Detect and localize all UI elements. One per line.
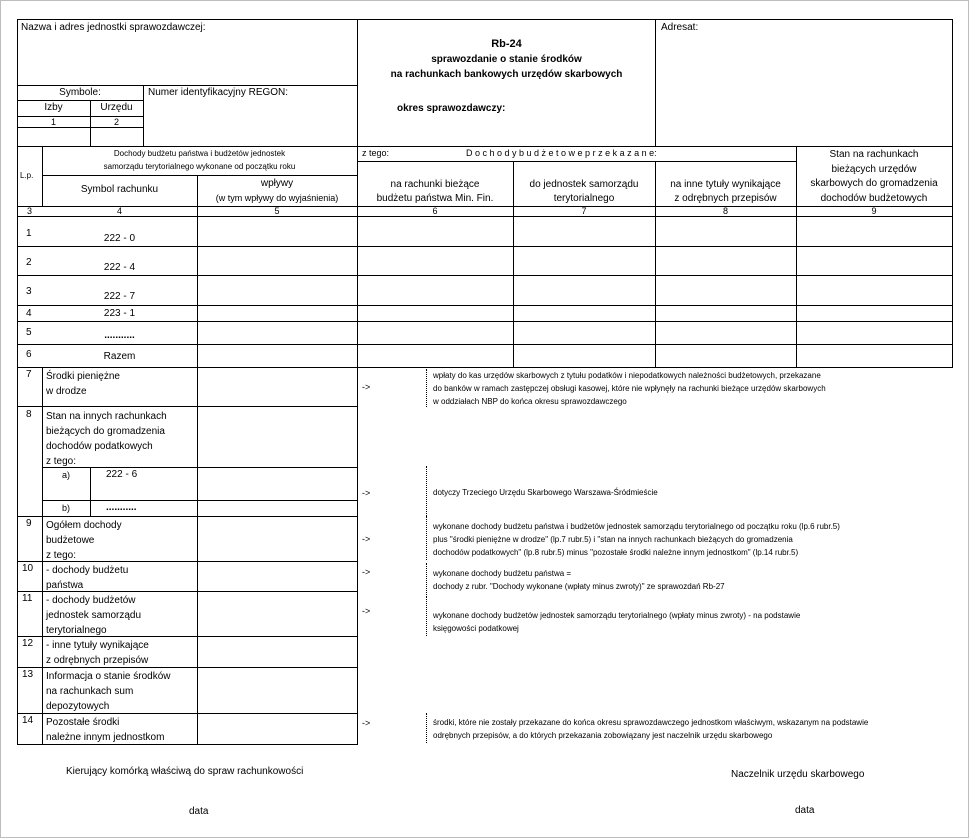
col9-header: Stan na rachunkach bieżących urzędów skarbowych do gromadzenia dochodów budżetowych (810, 149, 938, 204)
row-14-label: Pozostałe środki należne innym jednostkom (46, 717, 165, 743)
transferred-header: D o c h o d y b u d ż e t o w e p r z e k a z a n e: (466, 148, 657, 158)
row-4-symbol: 223 - 1 (103, 308, 136, 319)
row-8b-letter: b) (62, 503, 71, 513)
col-num-3: 3 (26, 206, 32, 216)
row-11-lp: 11 (22, 593, 33, 604)
row-3-lp: 3 (26, 286, 32, 297)
lp-header: L.p. (20, 171, 34, 180)
chamber-number: 1 (50, 117, 56, 127)
row-13-label: Informacja o stanie środków na rachunkach sum depozytowych (46, 671, 171, 712)
row-8a-symbol: 222 - 6 (106, 469, 138, 480)
arrow-row-10: -> (362, 567, 371, 577)
office-label: Urzędu (100, 102, 133, 113)
row-4-lp: 4 (26, 308, 32, 319)
form-code: Rb-24 (491, 38, 522, 50)
arrow-row-11: -> (362, 606, 371, 616)
row-8b-symbol: ........... (106, 502, 137, 513)
note-row-9: wykonane dochody budżetu państwa i budżetów jednostek samorządu terytorialnego od początku roku (lp.6 rubr.5) plus "środki pieniężne w drodze" (lp.7 rubr.5) i "stan na innych rachunkach bieżących do gromadzenia dochodów podatkowych" (lp.8 rubr.5) minus "pozostałe środki należne innym jednostkom" (lp.14 rubr.5) (433, 522, 840, 557)
receipts-note: (w tym wpływy do wyjaśnienia) (215, 193, 339, 203)
col8-header: na inne tytuły wynikające z odrębnych przepisów (670, 179, 781, 204)
col-num-9: 9 (871, 206, 877, 216)
row-6-symbol: Razem (103, 351, 136, 362)
row-12-lp: 12 (22, 638, 34, 649)
row-7-label: Środki pieniężne w drodze (46, 371, 120, 397)
col6-header: na rachunki bieżące budżetu państwa Min. Fin. (376, 179, 494, 204)
right-signature-label: Naczelnik urzędu skarbowego (731, 769, 865, 780)
row-7-lp: 7 (26, 369, 32, 380)
arrow-row-14: -> (362, 718, 371, 728)
row-13-lp: 13 (22, 669, 34, 680)
row-12-label: - inne tytuły wynikające z odrębnych przepisów (46, 640, 149, 666)
form-title-line2: na rachunkach bankowych urzędów skarbowych (390, 69, 623, 80)
row-8-label: Stan na innych rachunkach bieżących do gromadzenia dochodów podatkowych z tego: (46, 411, 167, 467)
col-num-7: 7 (581, 206, 587, 216)
col-num-8: 8 (722, 206, 728, 216)
form-title-line1: sprawozdanie o stanie środków (431, 54, 582, 65)
note-row-8: dotyczy Trzeciego Urzędu Skarbowego Warszawa-Śródmieście (433, 488, 658, 497)
note-row-7: wpłaty do kas urzędów skarbowych z tytułu podatków i niepodatkowych należności budżetowych, przekazane do banków w ramach zastępczej obsługi kasowej, które nie wpłynęły na rachunki bieżące urzędów skarbowych w oddziałach NBP do końca okresu sprawozdawczego (433, 371, 826, 406)
row-2-symbol: 222 - 4 (103, 262, 136, 273)
regon-label: Numer identyfikacyjny REGON: (148, 87, 289, 98)
symbols-label: Symbole: (59, 87, 101, 98)
income-group-header: Dochody budżetu państwa i budżetów jednostek samorządu terytorialnego wykonane od początku roku (103, 149, 296, 171)
arrow-row-7: -> (362, 382, 371, 392)
addressee-label: Adresat: (661, 22, 699, 33)
chamber-label: Izby (44, 102, 63, 113)
of-which-label: z tego: (362, 148, 390, 158)
row-8a-letter: a) (62, 470, 71, 480)
row-9-label: Ogółem dochody budżetowe z tego: (46, 520, 122, 561)
row-11-label: - dochody budżetów jednostek samorządu terytorialnego (46, 595, 142, 636)
row-6-lp: 6 (26, 349, 32, 360)
unit-name-label: Nazwa i adres jednostki sprawozdawczej: (21, 22, 206, 33)
row-1-symbol: 222 - 0 (103, 233, 136, 244)
row-5-lp: 5 (26, 327, 32, 338)
row-2-lp: 2 (26, 257, 32, 268)
note-row-14: środki, które nie zostały przekazane do końca okresu sprawozdawczego jednostkom właściwym, wskazanym na podstawie odrębnych przepisów, a do których przekazania zobowiązany jest naczelnik urzędu skarbowego (433, 718, 869, 740)
row-8-lp: 8 (26, 409, 32, 420)
note-row-11: wykonane dochody budżetów jednostek samorządu terytorialnego (wpłaty minus zwroty) - na podstawie księgowości podatkowej (433, 611, 801, 633)
row-10-label: - dochody budżetu państwa (46, 565, 129, 591)
arrow-row-8: -> (362, 488, 371, 498)
row-1-lp: 1 (26, 228, 32, 239)
left-signature-label: Kierujący komórką właściwą do spraw rachunkowości (66, 766, 304, 777)
row-9-lp: 9 (26, 518, 32, 529)
row-14-lp: 14 (22, 715, 34, 726)
row-10-lp: 10 (22, 563, 34, 574)
office-number: 2 (113, 117, 119, 127)
left-date-label: data (189, 806, 209, 817)
col7-header: do jednostek samorządu terytorialnego (529, 179, 639, 204)
receipts-header: wpływy (260, 178, 294, 189)
right-date-label: data (795, 805, 815, 816)
symbol-header: Symbol rachunku (80, 184, 159, 195)
col-num-5: 5 (274, 206, 280, 216)
col-num-4: 4 (116, 206, 122, 216)
period-label: okres sprawozdawczy: (397, 103, 506, 114)
note-row-10: wykonane dochody budżetu państwa = dochody z rubr. "Dochody wykonane (wpłaty minus zwroty)" ze sprawozdań Rb-27 (433, 569, 725, 591)
row-5-symbol: ........... (104, 330, 135, 341)
arrow-row-9: -> (362, 534, 371, 544)
col-num-6: 6 (432, 206, 438, 216)
row-3-symbol: 222 - 7 (103, 291, 136, 302)
